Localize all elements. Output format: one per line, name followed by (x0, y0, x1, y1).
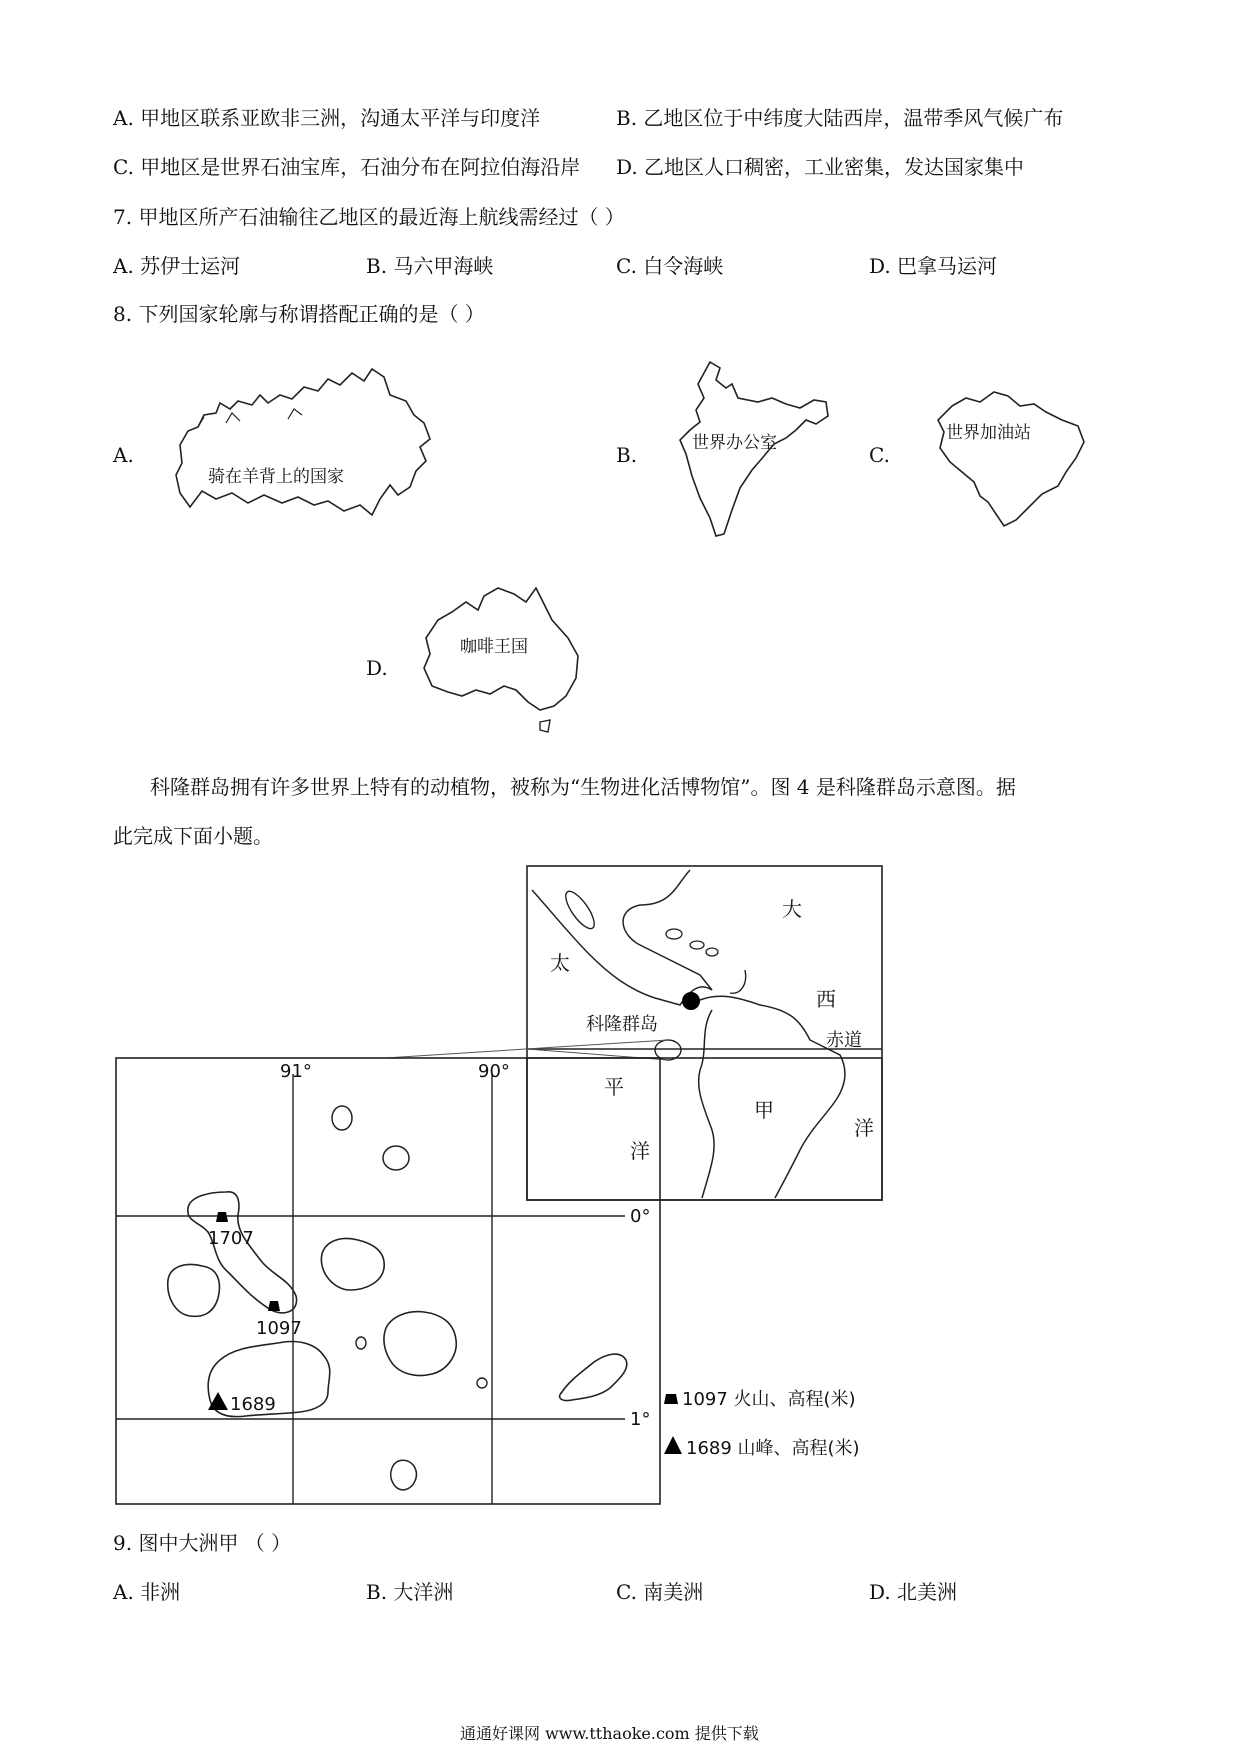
legend-volcano-text: 1097 火山、高程(米) (682, 1389, 856, 1410)
india-label: 世界办公室 (692, 433, 777, 453)
brazil-label: 世界加油站 (946, 423, 1031, 443)
volcano-1097-label: 1097 (256, 1318, 302, 1339)
q8-stem: 8. 下列国家轮廓与称谓搭配正确的是（ ） (113, 302, 485, 326)
q7-option-d: D. 巴拿马运河 (869, 254, 998, 278)
india-outline-image (676, 358, 846, 548)
page-footer: 通通好课网 www.tthaoke.com 提供下载 (460, 1724, 759, 1743)
q8-letter-b: B. (616, 443, 638, 467)
island-small-2 (477, 1378, 487, 1388)
q8-letter-c: C. (869, 443, 890, 467)
australia-label: 咖啡王国 (460, 637, 528, 657)
brazil-outline-image (930, 386, 1090, 536)
lon-label-90: 90° (478, 1061, 510, 1082)
island-fernandina (168, 1265, 220, 1317)
volcano-1707-label: 1707 (208, 1228, 254, 1249)
q6-option-a: A. 甲地区联系亚欧非三洲，沟通太平洋与印度洋 (113, 106, 541, 130)
island-isabela-north (188, 1192, 297, 1313)
russia-outline-image (168, 365, 448, 535)
q9-option-b: B. 大洋洲 (366, 1580, 454, 1604)
q6-option-d: D. 乙地区人口稠密，工业密集，发达国家集中 (616, 155, 1025, 179)
q9-option-a: A. 非洲 (113, 1580, 181, 1604)
q9-option-d: D. 北美洲 (869, 1580, 958, 1604)
inset-label-galapagos: 科隆群岛 (586, 1014, 658, 1035)
q8-letter-d: D. (366, 656, 388, 680)
volcano-1707-icon (216, 1212, 228, 1222)
inset-label-tai: 太 (550, 951, 570, 975)
island-pinta (332, 1106, 352, 1130)
island-san-cristobal (560, 1354, 627, 1400)
q9-stem: 9. 图中大洲甲 （ ） (113, 1531, 292, 1555)
island-floreana (391, 1460, 417, 1490)
legend-volcano-icon (664, 1394, 678, 1404)
inset-label-ping: 平 (604, 1075, 624, 1099)
q7-stem: 7. 甲地区所产石油输往乙地区的最近海上航线需经过（ ） (113, 205, 625, 229)
island-small-1 (356, 1337, 366, 1349)
lat-label-0: 0° (630, 1206, 651, 1227)
galapagos-location-dot (682, 992, 700, 1010)
lat-label-1: 1° (630, 1409, 651, 1430)
island-santiago (321, 1239, 384, 1290)
lon-label-91: 91° (280, 1061, 312, 1082)
australia-outline-image (418, 580, 588, 745)
q6-option-c: C. 甲地区是世界石油宝库，石油分布在阿拉伯海沿岸 (113, 155, 581, 179)
volcano-1097-icon (268, 1301, 280, 1311)
q7-option-a: A. 苏伊士运河 (113, 254, 241, 278)
russia-label: 骑在羊背上的国家 (208, 467, 344, 487)
q8-letter-a: A. (113, 443, 134, 467)
q9-option-c: C. 南美洲 (616, 1580, 704, 1604)
inset-label-da: 大 (782, 897, 802, 921)
passage-line-1: 科隆群岛拥有许多世界上特有的动植物，被称为“生物进化活博物馆”。图 4 是科隆群岛示意图。据 (150, 775, 1016, 799)
q7-option-b: B. 马六甲海峡 (366, 254, 494, 278)
legend-peak-text: 1689 山峰、高程(米) (686, 1438, 860, 1459)
legend-peak-icon (664, 1436, 682, 1454)
q7-option-c: C. 白令海峡 (616, 254, 724, 278)
inset-label-yang-atlantic: 洋 (854, 1116, 874, 1140)
inset-label-equator: 赤道 (826, 1030, 862, 1051)
inset-label-xi: 西 (816, 987, 836, 1011)
peak-1689-label: 1689 (230, 1394, 276, 1415)
q6-option-b: B. 乙地区位于中纬度大陆西岸，温带季风气候广布 (616, 106, 1064, 130)
island-marchena (383, 1146, 409, 1170)
passage-line-2: 此完成下面小题。 (113, 824, 273, 848)
galapagos-map-figure (0, 860, 1240, 1520)
inset-label-jia: 甲 (754, 1098, 774, 1122)
inset-label-yang-pacific: 洋 (630, 1139, 650, 1163)
island-santa-cruz (384, 1312, 456, 1376)
